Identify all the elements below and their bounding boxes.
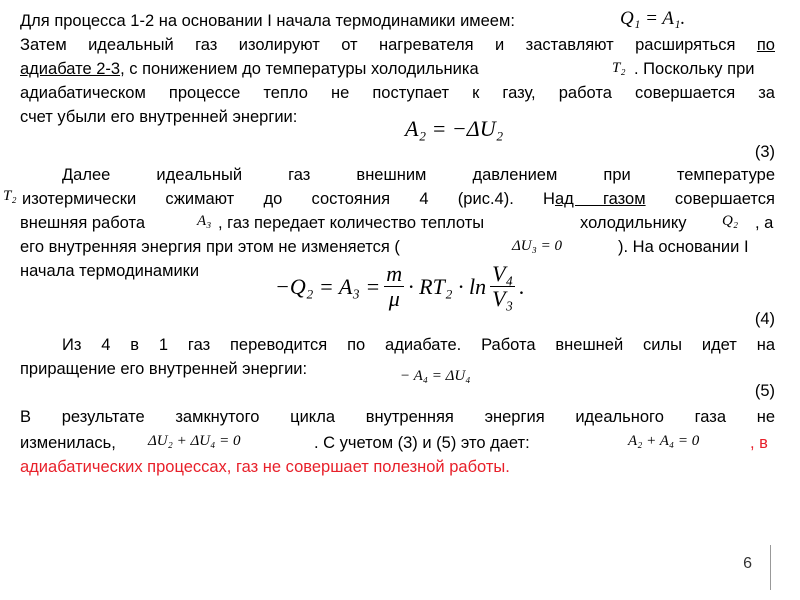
formula-q2-a3-ln — [275, 262, 525, 311]
formula-part: . — [519, 273, 525, 299]
fraction-denominator: V₃ — [492, 286, 514, 312]
line-text: изменилась, — [20, 434, 116, 452]
text-line-7 — [22, 188, 775, 210]
formula-t2-margin: T₂ — [3, 188, 17, 204]
text-line-4 — [20, 82, 775, 104]
fraction-m-mu — [384, 262, 404, 311]
line-text: его внутренняя энергия при этом не изменяется ( — [20, 238, 400, 256]
formula-a3: A₃ — [197, 213, 212, 229]
line-text: приращение его внутренней энергии: — [20, 360, 308, 378]
formula-du2-du4: ΔU₂ + ΔU₄ = 0 — [148, 433, 241, 449]
page-number: 6 — [743, 555, 752, 572]
line-text: холодильнику — [580, 214, 687, 232]
line-text: внешняя работа — [20, 214, 146, 232]
line-text: счет убыли его внутренней энергии: — [20, 108, 298, 126]
line-text: . С учетом (3) и (5) это дает: — [314, 434, 530, 452]
line-text: , газ передает количество теплоты — [218, 214, 485, 232]
line-text: ). На основании I — [618, 238, 749, 256]
line-text: Далее идеальный газ внешним давлением при температуре — [62, 166, 775, 184]
formula-du3-zero: ΔU₃ = 0 — [512, 238, 562, 254]
formula-a2-a4: A₂ + A₄ = 0 — [628, 433, 700, 449]
underlined-text: адиабате 2-3 — [20, 60, 121, 78]
equation-number-5: (5) — [754, 382, 775, 400]
fraction-v4-v3 — [490, 262, 515, 311]
line-text: совершается — [674, 190, 775, 208]
line-text: изотермически сжимают до состояния 4 (рис.4). Н — [22, 190, 555, 208]
fraction-numerator: V₄ — [492, 261, 514, 286]
equation-number-3: (3) — [754, 143, 775, 161]
text-line-15 — [20, 456, 775, 478]
line-text: . Поскольку при — [634, 60, 755, 78]
formula-part: · RT₂ · ln — [408, 273, 487, 299]
line-text: , с понижением до температуры холодильника — [120, 60, 479, 78]
line-text: Затем идеальный газ изолируют от нагревателя и заставляют расширяться — [20, 36, 736, 54]
line-text: адиабатическом процессе тепло не поступает к газу, работа совершается за — [20, 84, 775, 102]
line-text: начала термодинамики — [20, 262, 200, 280]
page-divider — [770, 545, 771, 590]
formula-q1-a1: Q₁ = A₁. — [620, 8, 686, 29]
formula-part: −Q₂ = A₃ = — [275, 273, 381, 299]
line-text: Для процесса 1-2 на основании I начала термодинамики имеем: — [20, 12, 515, 30]
underlined-text: по — [756, 36, 775, 54]
text-line-11 — [62, 334, 775, 356]
formula-a4-du4: − A₄ = ΔU₄ — [400, 368, 471, 384]
line-text: , а — [755, 214, 774, 232]
line-text: , в — [750, 434, 768, 452]
underlined-text: ад газом — [554, 190, 646, 208]
text-line-2 — [20, 34, 775, 56]
line-text: Из 4 в 1 газ переводится по адиабате. Работа внешней силы идет на — [62, 336, 775, 354]
line-text: В результате замкнутого цикла внутренняя энергия идеального газа не — [20, 408, 775, 426]
text-line-6 — [62, 164, 775, 186]
fraction-denominator: μ — [388, 286, 400, 312]
equation-number-4: (4) — [754, 310, 775, 328]
text-line-12 — [20, 358, 775, 380]
line-text: адиабатических процессах, газ не совершает полезной работы. — [20, 458, 510, 476]
fraction-numerator: m — [386, 261, 403, 286]
text-line-5 — [20, 106, 775, 128]
formula-q2: Q₂ — [722, 213, 739, 229]
formula-t2: T₂ — [612, 60, 626, 76]
formula-a2-du2: A₂ = −ΔU₂ — [405, 116, 504, 141]
text-line-13 — [20, 406, 775, 428]
